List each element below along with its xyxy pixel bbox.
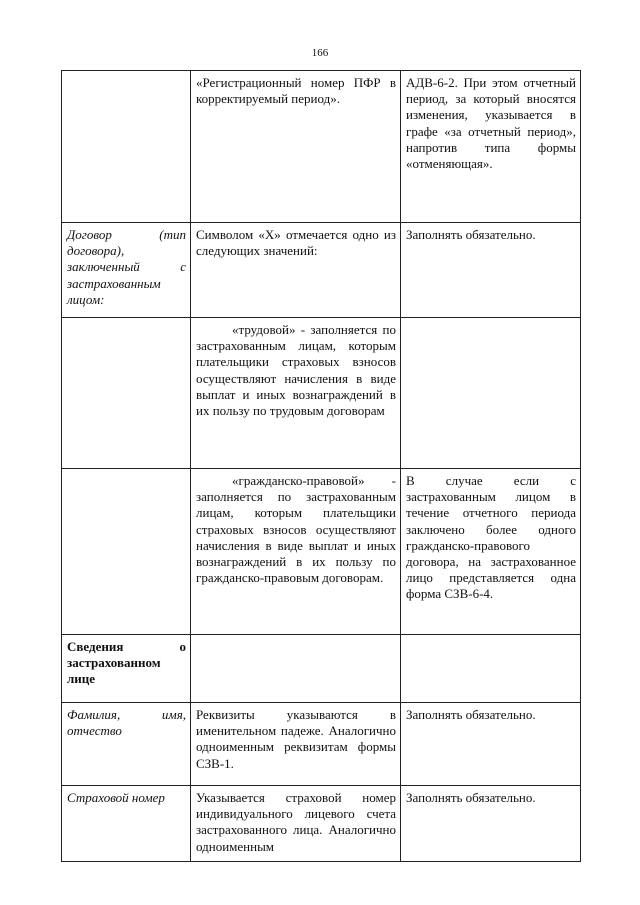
section-heading-cell: Сведения о застрахованном лице bbox=[62, 635, 191, 703]
table-row bbox=[62, 223, 581, 318]
field-description-cell: «Регистрационный номер ПФР в корректируемый период». bbox=[191, 71, 401, 223]
field-name-cell: Страховой номер bbox=[62, 786, 191, 862]
field-note-cell: Заполнять обязательно. bbox=[401, 223, 581, 318]
field-description-cell bbox=[191, 635, 401, 703]
table-row bbox=[62, 703, 581, 786]
field-description-cell: Символом «X» отмечается одно из следующих значений: bbox=[191, 223, 401, 318]
table-row bbox=[62, 318, 581, 469]
field-note-cell: АДВ-6-2. При этом отчетный период, за который вносятся изменения, указывается в графе «за отчетный период», напротив типа формы «отменяющая». bbox=[401, 71, 581, 223]
field-note-cell bbox=[401, 635, 581, 703]
field-note-cell: Заполнять обязательно. bbox=[401, 703, 581, 786]
form-instructions-table bbox=[61, 70, 581, 862]
page-number: 166 bbox=[311, 47, 329, 59]
field-name-cell bbox=[62, 71, 191, 223]
table-row bbox=[62, 469, 581, 635]
field-note-cell: В случае если с застрахованным лицом в течение отчетного периода заключено более одного гражданско-правового договора, на застрахованное лицо представляется одна форма СЗВ-6-4. bbox=[401, 469, 581, 635]
field-note-cell: Заполнять обязательно. bbox=[401, 786, 581, 862]
table-row bbox=[62, 71, 581, 223]
field-description-cell: Указывается страховой номер индивидуального лицевого счета застрахованного лица. Аналогично одноименным bbox=[191, 786, 401, 862]
field-description-cell: Реквизиты указываются в именительном падеже. Аналогично одноименным реквизитам формы СЗВ-1. bbox=[191, 703, 401, 786]
field-note-cell bbox=[401, 318, 581, 469]
field-name-cell bbox=[62, 469, 191, 635]
field-name-cell bbox=[62, 318, 191, 469]
field-description-cell: «трудовой» - заполняется по застрахованным лицам, которым плательщики страховых взносов осуществляют начисления в виде выплат и иных вознаграждений в их пользу по трудовым договорам bbox=[191, 318, 401, 469]
field-description-cell: «гражданско-правовой» - заполняется по застрахованным лицам, которым плательщики страховых взносов осуществляют начисления в виде выплат и иных вознаграждений в их пользу по гражданско-правовым договорам. bbox=[191, 469, 401, 635]
field-name-cell: Фамилия, имя, отчество bbox=[62, 703, 191, 786]
table-row bbox=[62, 786, 581, 862]
field-name-cell: Договор (тип договора), заключенный с застрахованным лицом: bbox=[62, 223, 191, 318]
table-row bbox=[62, 635, 581, 703]
